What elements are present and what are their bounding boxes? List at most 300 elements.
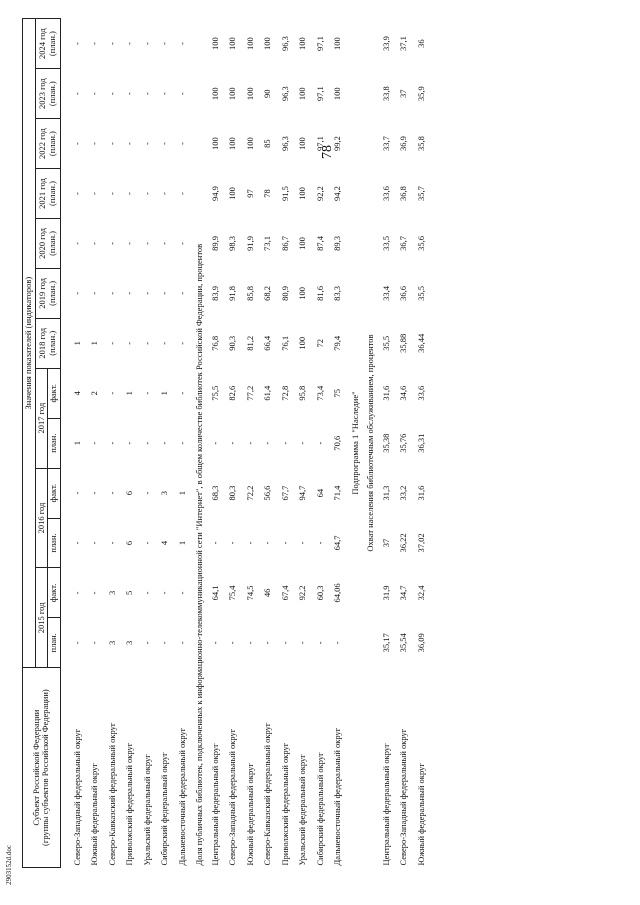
- value-cell: -: [106, 391, 117, 395]
- value-cell: -: [227, 541, 238, 545]
- value-cell: 80,9: [279, 285, 290, 301]
- value-cell: -: [244, 441, 255, 445]
- value-cell: -: [141, 341, 152, 345]
- value-cell: -: [176, 291, 187, 295]
- table-row: [207, 19, 225, 868]
- value-cell: 68,3: [209, 485, 220, 501]
- value-cell: 1: [159, 391, 170, 396]
- sub-header-plan: план.: [48, 518, 61, 568]
- value-cell: 90,3: [227, 335, 238, 351]
- value-cell: -: [159, 341, 170, 345]
- value-cell: 3: [124, 640, 135, 645]
- value-cell: 90: [262, 89, 273, 98]
- value-cell: 33,6: [415, 385, 426, 401]
- value-cell: -: [209, 541, 220, 545]
- values-group-header: Значения показателей (индикаторов): [23, 19, 36, 668]
- value-cell: -: [89, 192, 100, 195]
- table-body: [60, 19, 430, 868]
- value-cell: -: [106, 541, 117, 545]
- value-cell: 100: [244, 87, 255, 101]
- value-cell: 35,8: [415, 136, 426, 152]
- year-header-2024: 2024 год (план.): [35, 19, 60, 69]
- value-cell: 100: [227, 87, 238, 101]
- value-cell: 33,4: [380, 285, 391, 301]
- value-cell: -: [141, 441, 152, 445]
- value-cell: 37,02: [415, 533, 426, 553]
- value-cell: -: [176, 242, 187, 245]
- value-cell: 80,3: [227, 485, 238, 501]
- value-cell: -: [159, 42, 170, 46]
- value-cell: 100: [244, 137, 255, 150]
- value-cell: 3: [159, 490, 170, 496]
- value-cell: -: [176, 92, 187, 96]
- table-row: [329, 19, 347, 868]
- value-cell: 71,4: [332, 485, 343, 501]
- value-cell: -: [106, 341, 117, 345]
- value-cell: 94,7: [297, 485, 308, 501]
- region-name: Южный федеральный округ: [415, 763, 426, 866]
- value-cell: -: [141, 242, 152, 245]
- value-cell: 56,6: [262, 485, 273, 501]
- year-header-2022: 2022 год (план.): [35, 119, 60, 169]
- value-cell: 92,2: [297, 585, 308, 601]
- value-cell: -: [314, 441, 325, 445]
- value-cell: 94,2: [332, 186, 343, 201]
- value-cell: 96,3: [279, 136, 290, 152]
- value-cell: 74,5: [244, 585, 255, 601]
- value-cell: 33,7: [380, 136, 391, 152]
- table-row: [121, 19, 139, 868]
- value-cell: -: [124, 441, 135, 445]
- value-cell: 1: [71, 341, 82, 346]
- value-cell: 91,9: [244, 236, 255, 251]
- value-cell: -: [89, 42, 100, 46]
- value-cell: -: [89, 142, 100, 146]
- region-name: Центральный федеральный округ: [209, 743, 220, 866]
- value-cell: 31,3: [380, 485, 391, 501]
- value-cell: 36,9: [398, 136, 409, 152]
- value-cell: 100: [227, 137, 238, 150]
- value-cell: 97,1: [314, 136, 325, 152]
- value-cell: 6: [124, 540, 135, 546]
- value-cell: -: [71, 142, 82, 146]
- value-cell: 4: [159, 540, 170, 546]
- region-name: Дальневосточный федеральный округ: [176, 727, 187, 866]
- value-cell: 100: [297, 137, 308, 150]
- sub-header-fact: факт.: [48, 568, 61, 618]
- value-cell: -: [227, 441, 238, 445]
- value-cell: -: [176, 42, 187, 46]
- year-header-2019: 2019 год (план.): [35, 268, 60, 318]
- table-row: [139, 19, 157, 868]
- region-name: Приволжский федеральный округ: [124, 742, 135, 866]
- value-cell: 68,2: [262, 285, 273, 301]
- value-cell: -: [209, 641, 220, 645]
- value-cell: 5: [124, 590, 135, 596]
- value-cell: 4: [71, 391, 82, 396]
- value-cell: -: [124, 142, 135, 146]
- value-cell: 85,8: [244, 285, 255, 301]
- region-name: Центральный федеральный округ: [380, 743, 391, 866]
- value-cell: 75: [332, 388, 343, 398]
- value-cell: 97: [244, 189, 255, 198]
- value-cell: 35,17: [380, 633, 391, 653]
- value-cell: 85: [262, 139, 273, 148]
- region-name: Северо-Кавказский федеральный округ: [106, 722, 117, 866]
- value-cell: 99,2: [332, 136, 343, 152]
- value-cell: -: [71, 42, 82, 46]
- value-cell: -: [106, 242, 117, 245]
- value-cell: 96,3: [279, 86, 290, 102]
- table-row: [104, 19, 122, 868]
- value-cell: -: [71, 541, 82, 545]
- value-cell: -: [159, 291, 170, 295]
- table-row: [86, 19, 104, 868]
- value-cell: -: [297, 641, 308, 645]
- sub-header-plan: план.: [48, 618, 61, 668]
- value-cell: 36,22: [398, 533, 409, 553]
- region-name: Северо-Кавказский федеральный округ: [262, 722, 273, 866]
- value-cell: 36,6: [398, 285, 409, 301]
- subprogram-title: [347, 19, 363, 868]
- table-row: [69, 19, 87, 868]
- value-cell: -: [262, 441, 273, 445]
- value-cell: 64,1: [209, 585, 220, 601]
- value-cell: 36,44: [415, 333, 426, 353]
- value-cell: 33,6: [380, 186, 391, 201]
- value-cell: 66,4: [262, 335, 273, 351]
- value-cell: 37: [380, 538, 391, 548]
- year-header-2016: 2016 год: [35, 468, 48, 568]
- value-cell: 100: [227, 37, 238, 50]
- value-cell: 64: [314, 488, 325, 498]
- year-header-2018: 2018 год (план.): [35, 318, 60, 368]
- region-name: Северо-Западный федеральный округ: [398, 728, 409, 866]
- value-cell: 31,9: [380, 585, 391, 601]
- value-cell: 35,54: [398, 633, 409, 653]
- value-cell: -: [297, 441, 308, 445]
- value-cell: 100: [244, 37, 255, 50]
- value-cell: 73,4: [314, 385, 325, 401]
- value-cell: -: [124, 341, 135, 345]
- value-cell: -: [106, 92, 117, 96]
- value-cell: 35,9: [415, 86, 426, 102]
- value-cell: -: [176, 391, 187, 395]
- value-cell: 97,1: [314, 86, 325, 102]
- value-cell: -: [71, 92, 82, 96]
- value-cell: 2: [89, 391, 100, 396]
- value-cell: -: [332, 641, 343, 645]
- value-cell: -: [141, 192, 152, 195]
- value-cell: -: [314, 641, 325, 645]
- value-cell: -: [159, 92, 170, 96]
- value-cell: 35,6: [415, 236, 426, 251]
- value-cell: 100: [297, 87, 308, 101]
- value-cell: -: [124, 242, 135, 245]
- value-cell: -: [89, 541, 100, 545]
- value-cell: -: [159, 591, 170, 595]
- value-cell: 89,3: [332, 236, 343, 251]
- value-cell: 3: [106, 640, 117, 645]
- value-cell: -: [159, 242, 170, 245]
- value-cell: 1: [89, 341, 100, 346]
- table-row: [294, 19, 312, 868]
- region-name: Дальневосточный федеральный округ: [332, 727, 343, 866]
- value-cell: 86,7: [279, 236, 290, 251]
- value-cell: 72: [314, 339, 325, 348]
- value-cell: 76,8: [209, 335, 220, 351]
- value-cell: 83,9: [209, 285, 220, 301]
- value-cell: -: [71, 242, 82, 245]
- value-cell: 100: [227, 187, 238, 200]
- value-cell: -: [141, 42, 152, 46]
- value-cell: 35,7: [415, 186, 426, 201]
- value-cell: 60,3: [314, 585, 325, 601]
- value-cell: 64,7: [332, 535, 343, 551]
- value-cell: 81,2: [244, 335, 255, 351]
- region-name: Южный федеральный округ: [89, 763, 100, 866]
- value-cell: 67,7: [279, 485, 290, 501]
- value-cell: 1: [176, 490, 187, 496]
- value-cell: -: [279, 441, 290, 445]
- value-cell: -: [106, 491, 117, 495]
- value-cell: -: [176, 441, 187, 445]
- value-cell: 36,31: [415, 433, 426, 453]
- value-cell: -: [141, 142, 152, 146]
- table-row: [156, 19, 174, 868]
- value-cell: -: [89, 92, 100, 96]
- value-cell: -: [176, 341, 187, 345]
- value-cell: 31,6: [415, 485, 426, 501]
- table-row: [224, 19, 242, 868]
- value-cell: 35,5: [380, 335, 391, 351]
- table-row: [242, 19, 260, 868]
- value-cell: 61,4: [262, 385, 273, 401]
- year-header-2021: 2021 год (план.): [35, 169, 60, 219]
- value-cell: 97,1: [314, 36, 325, 52]
- value-cell: 100: [297, 287, 308, 300]
- value-cell: -: [124, 291, 135, 295]
- value-cell: 33,2: [398, 485, 409, 501]
- value-cell: -: [89, 291, 100, 295]
- value-cell: 1: [176, 540, 187, 546]
- value-cell: -: [141, 541, 152, 545]
- value-cell: 100: [332, 37, 343, 50]
- value-cell: 36: [415, 39, 426, 48]
- sub-header-plan: план.: [48, 418, 61, 468]
- value-cell: -: [159, 192, 170, 195]
- value-cell: -: [159, 441, 170, 445]
- value-cell: 72,8: [279, 385, 290, 401]
- indicator-table-rotated: [22, 18, 612, 868]
- value-cell: 64,06: [332, 583, 343, 603]
- value-cell: 37: [398, 89, 409, 98]
- sub-header-fact: факт.: [48, 368, 61, 418]
- table-row: [277, 19, 295, 868]
- table-row: [259, 19, 277, 868]
- value-cell: 1: [124, 391, 135, 396]
- value-cell: -: [244, 641, 255, 645]
- value-cell: -: [176, 641, 187, 645]
- value-cell: -: [106, 42, 117, 46]
- region-name: Северо-Западный федеральный округ: [71, 728, 82, 866]
- value-cell: -: [89, 242, 100, 245]
- year-header-2015: 2015 год: [35, 568, 48, 668]
- value-cell: -: [159, 142, 170, 146]
- value-cell: -: [141, 641, 152, 645]
- value-cell: 81,6: [314, 285, 325, 301]
- value-cell: -: [71, 641, 82, 645]
- value-cell: -: [106, 291, 117, 295]
- value-cell: -: [227, 641, 238, 645]
- value-cell: -: [124, 42, 135, 46]
- sub-header-fact: факт.: [48, 468, 61, 518]
- value-cell: -: [141, 491, 152, 495]
- subprogram-title-text: Подпрограмма 1 "Наследие": [349, 391, 360, 495]
- value-cell: 75,4: [227, 585, 238, 601]
- spacer-row: [60, 19, 69, 868]
- value-cell: 100: [297, 336, 308, 350]
- value-cell: -: [89, 641, 100, 645]
- value-cell: -: [279, 541, 290, 545]
- value-cell: -: [71, 591, 82, 595]
- value-cell: -: [141, 391, 152, 395]
- value-cell: 82,6: [227, 385, 238, 401]
- region-name: Уральский федеральный округ: [141, 754, 152, 866]
- section-title-internet-text: Доля публичных библиотек, подключенных к информационно-телекоммуникационной сети "Интернет", в общем количестве библиотек Российской Федерации, процентов: [194, 243, 205, 866]
- value-cell: 83,3: [332, 285, 343, 301]
- value-cell: -: [297, 541, 308, 545]
- value-cell: -: [89, 491, 100, 495]
- value-cell: 33,9: [380, 36, 391, 52]
- value-cell: 73,1: [262, 236, 273, 251]
- value-cell: 95,8: [297, 385, 308, 401]
- region-name: Уральский федеральный округ: [297, 754, 308, 866]
- value-cell: -: [141, 291, 152, 295]
- value-cell: 33,8: [380, 86, 391, 102]
- value-cell: 96,3: [279, 36, 290, 52]
- value-cell: 100: [209, 37, 220, 50]
- value-cell: 91,5: [279, 186, 290, 201]
- value-cell: -: [176, 142, 187, 146]
- value-cell: -: [106, 142, 117, 146]
- region-name: Сибирский федеральный округ: [159, 752, 170, 866]
- value-cell: 35,76: [398, 433, 409, 453]
- page-number: 78: [320, 145, 335, 159]
- value-cell: 89,9: [209, 236, 220, 251]
- value-cell: 100: [297, 37, 308, 50]
- value-cell: 34,7: [398, 585, 409, 601]
- value-cell: 100: [297, 187, 308, 200]
- value-cell: -: [279, 641, 290, 645]
- value-cell: -: [176, 591, 187, 595]
- value-cell: -: [71, 491, 82, 495]
- table-row: [312, 19, 330, 868]
- value-cell: 75,5: [209, 385, 220, 401]
- value-cell: 3: [106, 590, 117, 596]
- value-cell: 35,88: [398, 333, 409, 353]
- value-cell: 36,09: [415, 633, 426, 653]
- value-cell: 35,5: [415, 285, 426, 301]
- value-cell: 33,5: [380, 236, 391, 251]
- value-cell: 67,4: [279, 585, 290, 601]
- value-cell: -: [124, 192, 135, 195]
- value-cell: 72,2: [244, 485, 255, 501]
- region-name: Северо-Западный федеральный округ: [227, 728, 238, 866]
- value-cell: 34,6: [398, 385, 409, 401]
- year-header-2020: 2020 год (план.): [35, 218, 60, 268]
- value-cell: 98,3: [227, 236, 238, 251]
- value-cell: -: [141, 92, 152, 96]
- table-row: [413, 19, 431, 868]
- table-row: [378, 19, 396, 868]
- year-header-2017: 2017 год: [35, 368, 48, 468]
- value-cell: -: [89, 591, 100, 595]
- document-code: 2903152d.doc: [5, 845, 14, 885]
- value-cell: -: [314, 541, 325, 545]
- value-cell: 32,4: [415, 585, 426, 601]
- section-title-coverage: [362, 19, 378, 868]
- value-cell: -: [71, 192, 82, 195]
- value-cell: 46: [262, 588, 273, 598]
- value-cell: 76,1: [279, 335, 290, 351]
- value-cell: 100: [209, 87, 220, 101]
- value-cell: -: [209, 441, 220, 445]
- value-cell: 100: [262, 37, 273, 50]
- year-header-2023: 2023 год (план.): [35, 69, 60, 119]
- value-cell: 31,6: [380, 385, 391, 401]
- value-cell: -: [106, 441, 117, 445]
- region-name: Приволжский федеральный округ: [279, 742, 290, 866]
- value-cell: -: [262, 641, 273, 645]
- region-name: Южный федеральный округ: [244, 763, 255, 866]
- value-cell: 35,38: [380, 433, 391, 453]
- value-cell: -: [124, 92, 135, 96]
- value-cell: -: [262, 541, 273, 545]
- value-cell: 92,2: [314, 186, 325, 201]
- value-cell: 77,2: [244, 385, 255, 401]
- value-cell: -: [244, 541, 255, 545]
- value-cell: 79,4: [332, 335, 343, 351]
- value-cell: 91,8: [227, 285, 238, 301]
- value-cell: -: [106, 192, 117, 195]
- value-cell: 87,4: [314, 236, 325, 251]
- value-cell: -: [159, 641, 170, 645]
- value-cell: 70,6: [332, 435, 343, 451]
- value-cell: -: [141, 591, 152, 595]
- region-name: Сибирский федеральный округ: [314, 752, 325, 866]
- section-title-coverage-text: Охват населения библиотечным обслуживанием, процентов: [365, 334, 376, 552]
- value-cell: 36,7: [398, 236, 409, 251]
- value-cell: 94,9: [209, 186, 220, 201]
- table-row: [174, 19, 192, 868]
- value-cell: 37,1: [398, 36, 409, 52]
- indicators-table: [22, 18, 430, 868]
- value-cell: 6: [124, 490, 135, 496]
- table-row: [395, 19, 413, 868]
- value-cell: -: [89, 441, 100, 445]
- subject-column-header: Субъект Российской Федерации (группы субъектов Российской Федерации): [23, 668, 61, 868]
- value-cell: -: [176, 192, 187, 195]
- section-title-internet: [191, 19, 207, 868]
- value-cell: 100: [209, 137, 220, 150]
- value-cell: 100: [332, 87, 343, 101]
- value-cell: 1: [71, 441, 82, 446]
- value-cell: -: [71, 291, 82, 295]
- value-cell: 36,8: [398, 186, 409, 201]
- value-cell: 78: [262, 189, 273, 198]
- value-cell: 100: [297, 237, 308, 250]
